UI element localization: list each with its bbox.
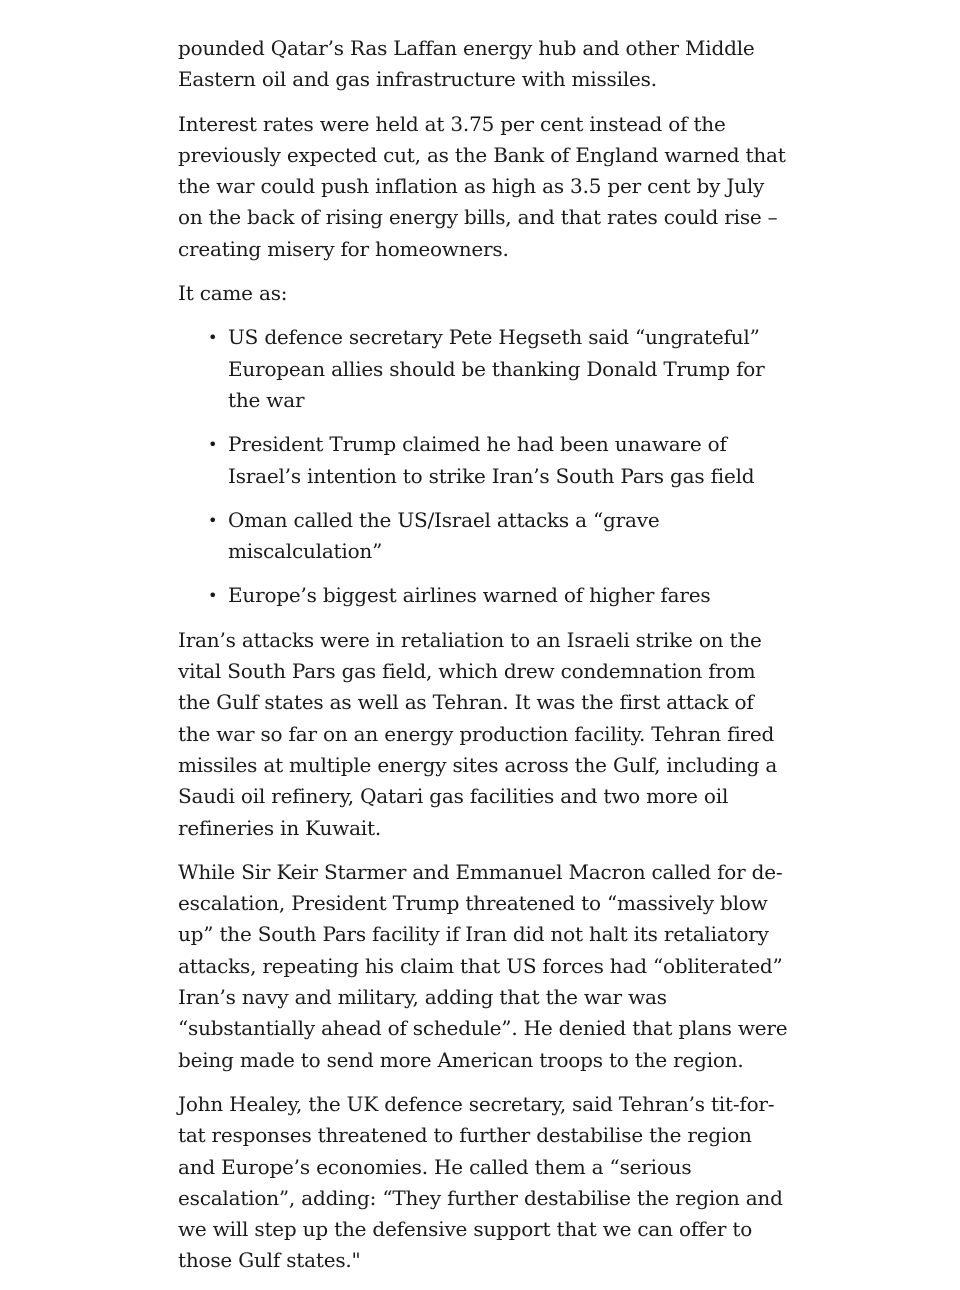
article-paragraph: It came as:: [178, 281, 288, 306]
list-item: • President Trump claimed he had been unaware of Israel’s intention to strike Iran’s South Pars gas field: [228, 429, 788, 492]
list-item: • US defence secretary Pete Hegseth said “ungrateful” European allies should be thanking Donald Trump for the war: [228, 322, 788, 416]
list-item: • Europe’s biggest airlines warned of higher fares: [228, 580, 788, 611]
article-paragraph: Iran’s attacks were in retaliation to an Israeli strike on the vital South Pars gas field, which drew condemnation from the Gulf states as well as Tehran. It was the first attack of the war so far on an energy production facility. Tehran fired missiles at multiple energy sites across the Gulf, including a Saudi oil refinery, Qatari gas facilities and two more oil refineries in Kuwait.: [178, 627, 778, 840]
article-paragraph: Interest rates were held at 3.75 per cent instead of the previously expected cut, as the Bank of England warned that the war could push inflation as high as 3.5 per cent by July on the back of rising energy bills, and that rates could rise – creating misery for homeowners.: [178, 111, 786, 261]
article-paragraph: While Sir Keir Starmer and Emmanuel Macron called for de-escalation, President Trump threatened to “massively blow up” the South Pars facility if Iran did not halt its retaliatory attacks, repeating his claim that US forces had “obliterated” Iran’s navy and military, adding that the war was “substantially ahead of schedule”. He denied that plans were being made to send more American troops to the region.: [178, 859, 788, 1072]
article-paragraph: John Healey, the UK defence secretary, said Tehran’s tit-for-tat responses threatened to further destabilise the region and Europe’s economies. He called them a “serious escalation”, adding: “They further destabilise the region and we will step up the defensive support that we can offer to those Gulf states.": [178, 1091, 783, 1273]
article-paragraph: pounded Qatar’s Ras Laffan energy hub and other Middle Eastern oil and gas infrastructure with missiles.: [178, 36, 755, 92]
article-body: [178, 33, 788, 1290]
bullet-list: [178, 322, 788, 611]
list-item: • Oman called the US/Israel attacks a “grave miscalculation”: [228, 505, 788, 568]
